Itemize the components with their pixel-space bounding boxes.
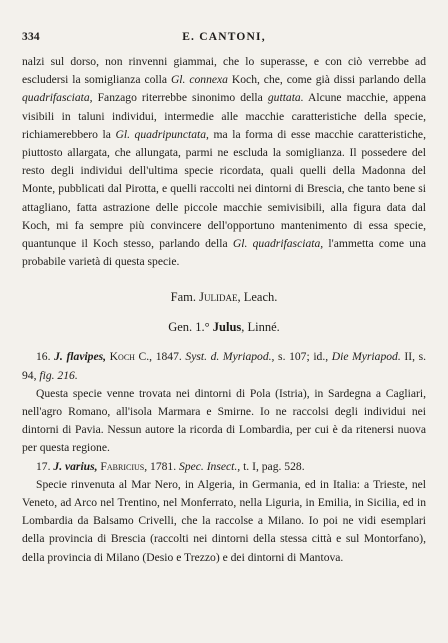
- family-heading: [22, 288, 426, 306]
- species-name: quadrifasciata,: [22, 91, 93, 105]
- species-author: Fabricius,: [97, 459, 148, 473]
- entry-number: 16.: [36, 350, 55, 364]
- text-run: Koch, che, come già dissi parlando della: [227, 73, 426, 87]
- running-author: E. CANTONI,: [182, 31, 266, 43]
- species-description: Specie rinvenuta al Mar Nero, in Algeria, in Germania, ed in Italia: a Trieste, nel Veneto, ad Arco nel Trentino, nel Monferrato, nella Liguria, in Emilia, in Sicilia, ed in Lombardia da Balsamo Crivelli, che la raccolse a Milano. Io poi ne vidi esemplari della provincia di Brescia (raccolti nei dintorni della stessa città e sul Montorfano), della provincia di Milano (Desio e Trezzo) e dei dintorni di Mantova.: [22, 477, 426, 564]
- text-run: Fanzago riterrebbe sinonimo della: [92, 91, 268, 105]
- genus-heading: [22, 318, 426, 336]
- species-citation: [22, 458, 426, 476]
- species-name: Gl. connexa: [170, 73, 228, 87]
- text-run: , Leach.: [237, 290, 278, 305]
- species-name: J. varius,: [53, 459, 98, 473]
- genus-name: Julus: [212, 320, 242, 335]
- text-run: Alcune macchie, appena visibili in taluni individui, intermedie alle macchie caratteristiche della specie, richiamerebbero la: [22, 91, 426, 141]
- species-name: Gl. quadripunctata,: [115, 127, 209, 141]
- text-run: Fam.: [170, 290, 200, 305]
- text-run: ma la forma di esse macchie caratteristiche, piuttosto allargata, che allungata, parmi ne escluda la somiglianza. Il possedere del resto degli individui dell'ultima specie ricordata, quali quelli della Madonna del Monte, pubblicati dal Pirotta, e quelli raccolti nei dintorni di Brescia, che tanto bene si attagliano, fatta astrazione delle piccole macchie semivisibili, alla figura data dal Koch, mi fa sempre più convincere dell'opportuno mantenimento di essa specie, quantunque il Koch stesso, parlando della: [22, 127, 426, 251]
- species-name: guttata.: [267, 91, 304, 105]
- species-author: Koch C.,: [106, 350, 153, 364]
- species-entry-16: [22, 348, 426, 457]
- paragraph-continuation: [22, 53, 426, 271]
- figure-reference: fig. 216.: [39, 368, 78, 382]
- text-run: t. I, pag. 528.: [240, 459, 305, 473]
- reference-title: Die Myriapod.: [331, 350, 401, 364]
- text-run: , Linné.: [241, 320, 280, 335]
- page-number: 334: [22, 31, 40, 43]
- text-run: 1781.: [147, 459, 180, 473]
- species-name: Gl. quadrifasciata,: [232, 237, 324, 251]
- text-run: s. 107; id.,: [274, 350, 332, 364]
- text-run: l'ammetta come una probabile varietà di questa specie.: [22, 237, 426, 269]
- text-run: Gen. 1.°: [168, 320, 213, 335]
- text-run: II, s. 94,: [22, 350, 427, 382]
- family-name: Julidae: [199, 290, 238, 305]
- species-name: J. flavipes,: [54, 350, 107, 364]
- species-entry-17: [22, 458, 426, 567]
- running-header: [22, 31, 426, 47]
- page-body: [22, 53, 426, 567]
- text-run: 1847.: [152, 350, 186, 364]
- reference-title: Syst. d. Myriapod.,: [185, 350, 275, 364]
- species-description: Questa specie venne trovata nei dintorni di Pola (Istria), in Sardegna a Cagliari, nell'agro Romano, all'isola Marmara e Smirne. Io ne raccolsi degli individui nei dintorni di Pavia. Nessun autore la ricorda di Lombardia, per cui è da ritenersi nuova per questa regione.: [22, 386, 426, 455]
- entry-number: 17.: [36, 459, 54, 473]
- reference-title: Spec. Insect.,: [179, 459, 241, 473]
- text-run: nalzi sul dorso, non rinvenni giammai, che lo superasse, e con ciò verrebbe ad escludersi la somiglianza colla: [22, 55, 426, 87]
- species-citation: [22, 348, 426, 384]
